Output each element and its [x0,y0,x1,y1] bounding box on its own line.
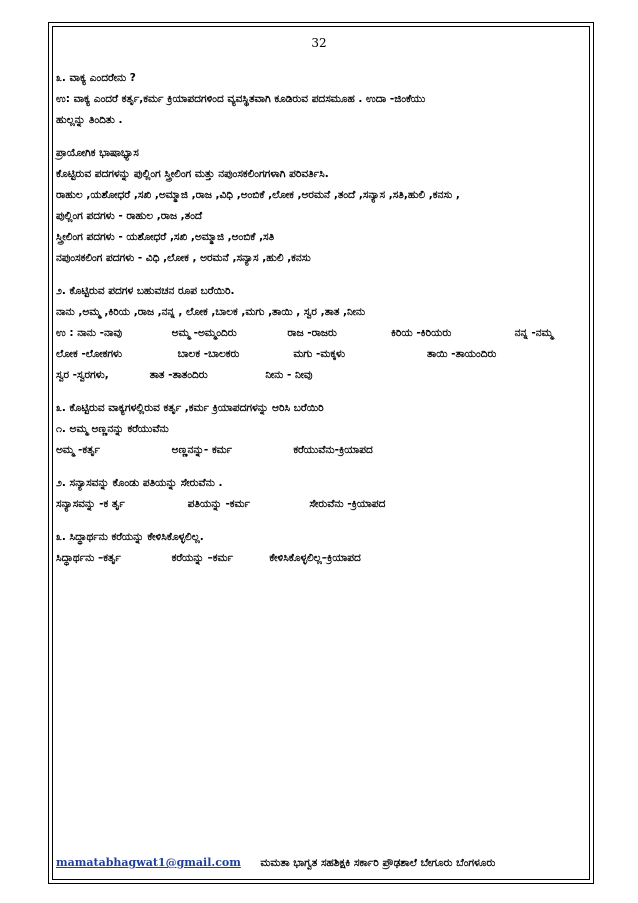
sentence-1-parts [56,440,586,461]
sentence-2-parts [56,494,586,515]
subject-part: ಸನ್ಯಾಸವನ್ನು -ಕ ರ್ತೃ [56,498,125,510]
gender-word-list: ರಾಹುಲ ,ಯಶೋಧರೆ ,ಸಖಿ ,ಅಮ್ಮಾಜಿ ,ರಾಜ ,ವಿಧಿ ,ಅಂಬಿಕೆ ,ಲೋಕ ,ಅರಮನೆ ,ತಂದೆ ,ಸನ್ಯಾಸ ,ಸತಿ,ಹುಲಿ ,ಕನಸು , [56,189,460,201]
sentence-3: ೩. ಸಿದ್ಧಾರ್ಥನು ಕರೆಯನ್ನು ಕೇಳಿಸಿಕೊಳ್ಳಲಿಲ್ಲ. [56,531,204,543]
plural-item: ಕಿರಿಯ -ಕಿರಿಯರು [390,327,452,339]
plural-item: ತಾಯಿ -ತಾಯಂದಿರು [426,348,497,360]
plural-item: ರಾಜ -ರಾಜರು [287,327,337,339]
subject-part: ಸಿದ್ಧಾರ್ಥನು –ಕರ್ತೃ [56,552,121,564]
plural-item: ಉ : ನಾನು -ನಾವು [56,327,123,339]
answer-line-1: ಉ: ವಾಕ್ಯ ಎಂದರೆ ಕರ್ತೃ,ಕರ್ಮ ಕ್ರಿಯಾಪದಗಳಿಂದ ವ್ಯವಸ್ಥಿತವಾಗಿ ಕೂಡಿರುವ ಪದಸಮೂಹ . ಉದಾ -ಜಿಂಕೆಯು [56,93,426,105]
object-part: ಅಣ್ಣನನ್ನು- ಕರ್ಮ [171,444,233,456]
plural-row-3 [56,365,586,386]
page-footer [56,856,586,870]
sentence-2: ೨. ಸನ್ಯಾಸವನ್ನು ಕೊಂಡು ಪತಿಯನ್ನು ಸೇರುವೆನು . [56,477,223,489]
plural-question: ೨. ಕೊಟ್ಟಿರುವ ಪದಗಳ ಬಹುವಚನ ರೂಪ ಬರೆಯಿರಿ. [56,285,235,297]
sentence-3-parts [56,548,586,569]
author-info: ಮಮತಾ ಭಾಗ್ವತ ಸಹಶಿಕ್ಷಕಿ ಸರ್ಕಾರಿ ಪ್ರೌಢಶಾಲೆ ಬೇಗೂರು ಬೆಂಗಳೂರು [260,857,496,869]
plural-item: ತಾತ -ತಾತಂದಿರು [149,369,208,381]
plural-item: ಸ್ವರ -ಸ್ವರಗಳು, [56,369,109,381]
page-content [56,68,586,569]
plural-item: ನೀನು - ನೀವು [265,369,313,381]
gender-instruction: ಕೊಟ್ಟಿರುವ ಪದಗಳನ್ನು ಪುಲ್ಲಿಂಗ ಸ್ತ್ರೀಲಿಂಗ ಮತ್ತು ನಪುಂಸಕಲಿಂಗಗಳಾಗಿ ಪರಿವರ್ತಿಸಿ. [56,168,329,180]
question-3: ೩. ವಾಕ್ಯ ಎಂದರೇನು ? [56,72,136,84]
plural-item: ಮಗು -ಮಕ್ಕಳು [293,348,346,360]
plural-item: ಅಮ್ಮ -ಅಮ್ಮಂದಿರು [171,327,237,339]
verb-part: ಸೇರುವೆನು -ಕ್ರಿಯಾಪದ [309,498,386,510]
object-part: ಕರೆಯನ್ನು –ಕರ್ಮ [171,552,233,564]
plural-item: ನನ್ನ -ನಮ್ಮ [514,327,553,339]
page-number: 32 [311,36,327,50]
verb-part: ಕರೆಯುವೆನು-ಕ್ರಿಯಾಪದ [293,444,373,456]
practice-title: ಪ್ರಾಯೋಗಿಕ ಭಾಷಾಭ್ಯಾಸ [56,147,139,159]
plural-item: ಲೋಕ -ಲೋಕಗಳು [56,348,123,360]
object-part: ಪತಿಯನ್ನು -ಕರ್ಮ [187,498,250,510]
feminine-words: ಸ್ತ್ರೀಲಿಂಗ ಪದಗಳು - ಯಶೋಧರೆ ,ಸಖಿ ,ಅಮ್ಮಾಜಿ ,ಅಂಬಿಕೆ ,ಸತಿ [56,231,275,243]
masculine-words: ಪುಲ್ಲಿಂಗ ಪದಗಳು - ರಾಹುಲ ,ರಾಜ ,ತಂದೆ [56,210,203,222]
neuter-words: ನಪುಂಸಕಲಿಂಗ ಪದಗಳು - ವಿಧಿ ,ಲೋಕ , ಅರಮನೆ ,ಸನ್ಯಾಸ ,ಹುಲಿ ,ಕನಸು [56,252,311,264]
plural-row-1 [56,323,586,344]
plural-row-2 [56,344,586,365]
answer-line-2: ಹುಲ್ಲನ್ನು ತಿಂದಿತು . [56,114,123,126]
plural-word-list: ನಾನು ,ಅಮ್ಮ ,ಕಿರಿಯ ,ರಾಜ ,ನನ್ನ , ಲೋಕ ,ಬಾಲಕ ,ಮಗು ,ತಾಯಿ , ಸ್ವರ ,ತಾತ ,ನೀನು [56,306,366,318]
author-email-link[interactable]: mamatabhagwat1@gmail.com [56,856,241,869]
sentence-1: ೧. ಅಮ್ಮ ಅಣ್ಣನನ್ನು ಕರೆಯುವೆನು [56,423,169,435]
sentence-question: ೩. ಕೊಟ್ಟಿರುವ ವಾಕ್ಯಗಳಲ್ಲಿರುವ ಕರ್ತೃ ,ಕರ್ಮ ಕ್ರಿಯಾಪದಗಳನ್ನು ಆರಿಸಿ ಬರೆಯಿರಿ [56,402,324,414]
plural-item: ಬಾಲಕ -ಬಾಲಕರು [177,348,240,360]
verb-part: ಕೇಳಿಸಿಕೊಳ್ಳಲಿಲ್ಲ–ಕ್ರಿಯಾಪದ [269,552,361,564]
subject-part: ಅಮ್ಮ -ಕರ್ತೃ [56,444,100,456]
